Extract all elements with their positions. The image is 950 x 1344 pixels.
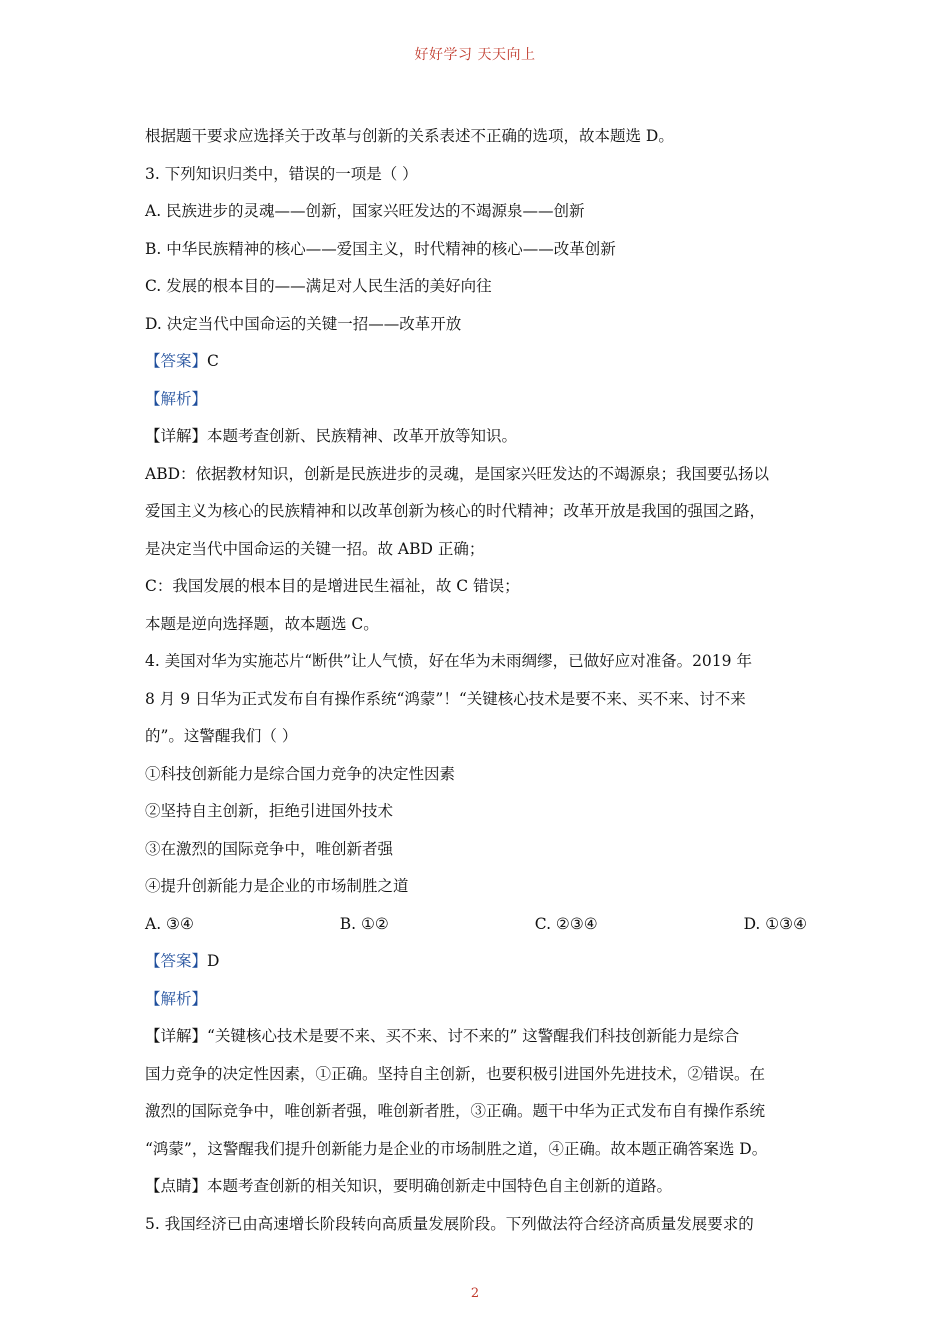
q3-detail [145,418,807,456]
q3-body-line: 爱国主义为核心的民族精神和以改革创新为核心的时代精神；改革开放是我国的强国之路， [145,502,766,520]
option-a: A. 民族进步的灵魂——创新，国家兴旺发达的不竭源泉——创新 [145,202,585,220]
q4-detail-line: “鸿蒙”，这警醒我们提升创新能力是企业的市场制胜之道，④正确。故本题正确答案选 D。 [145,1139,768,1158]
q3-body-line: ABD：依据教材知识，创新是民族进步的灵魂，是国家兴旺发达的不竭源泉；我国要弘扬以 [145,464,770,483]
q4-option-b: B. ①② [339,914,389,933]
option-c: C. 发展的根本目的——满足对人民生活的美好向往 [145,277,492,295]
answer-value: C [207,352,219,370]
q4-item: ②坚持自主创新，拒绝引进国外技术 [145,802,394,820]
option-d: D. 决定当代中国命运的关键一招——改革开放 [145,314,462,333]
detail-tag: 【详解】 [145,427,208,445]
question-5-stem: 5. 我国经济已由高速增长阶段转向高质量发展阶段。下列做法符合经济高质量发展要求的 [145,1214,754,1233]
question-4-stem: 8 月 9 日华为正式发布自有操作系统“鸿蒙”！“关键核心技术是要不来、买不来、讨不来 [145,689,746,708]
question-4-stem: 的”。这警醒我们（ ） [145,727,298,745]
answer-tag: 【答案】 [145,352,208,370]
q3-body-line: 是决定当代中国命运的关键一招。故 ABD 正确； [145,539,485,558]
answer-value: D [207,952,220,970]
page-header: 好好学习 天天向上 [414,47,536,63]
q4-point [145,1168,807,1206]
q4-detail-line: 国力竞争的决定性因素，①正确。坚持自主创新，也要积极引进国外先进技术，②错误。在 [145,1064,766,1083]
detail-text: “关键核心技术是要不来、买不来、讨不来的” 这警醒我们科技创新能力是综合 [207,1027,740,1045]
analysis-tag: 【解析】 [145,389,208,408]
question-3-stem: 3. 下列知识归类中，错误的一项是（ ） [145,164,418,183]
q3-body-line: 本题是逆向选择题，故本题选 C。 [145,614,379,633]
question-4-stem: 4. 美国对华为实施芯片“断供”让人气愤，好在华为未雨绸缪，已做好应对准备。2019 年 [145,652,752,670]
q4-option-c: C. ②③④ [534,914,598,933]
q4-analysis [145,981,807,1019]
q3-body-line: C：我国发展的根本目的是增进民生福祉，故 C 错误； [145,577,520,595]
option-b: B. 中华民族精神的核心——爱国主义，时代精神的核心——改革创新 [145,239,616,258]
text-line: 根据题干要求应选择关于改革与创新的关系表述不正确的选项，故本题选 D。 [145,127,674,145]
document-body [145,118,807,1243]
detail-text: 本题考查创新、民族精神、改革开放等知识。 [207,427,518,445]
q4-item: ③在激烈的国际竞争中，唯创新者强 [145,839,394,858]
q4-options [145,906,807,944]
q3-answer [145,343,807,381]
q4-option-a: A. ③④ [145,914,194,933]
q4-item: ④提升创新能力是企业的市场制胜之道 [145,877,409,895]
detail-tag: 【详解】 [145,1027,208,1045]
q3-analysis [145,381,807,419]
page-number: 2 [470,1286,480,1301]
q4-item: ①科技创新能力是综合国力竞争的决定性因素 [145,764,456,783]
q4-detail-line: 激烈的国际竞争中，唯创新者强，唯创新者胜，③正确。题干中华为正式发布自有操作系统 [145,1102,766,1120]
answer-tag: 【答案】 [145,952,208,970]
point-text: 本题考查创新的相关知识，要明确创新走中国特色自主创新的道路。 [207,1177,673,1195]
q4-detail [145,1018,807,1056]
point-tag: 【点睛】 [145,1177,208,1195]
q4-answer [145,943,807,981]
q4-option-d: D. ①③④ [743,914,807,933]
analysis-tag: 【解析】 [145,989,208,1008]
